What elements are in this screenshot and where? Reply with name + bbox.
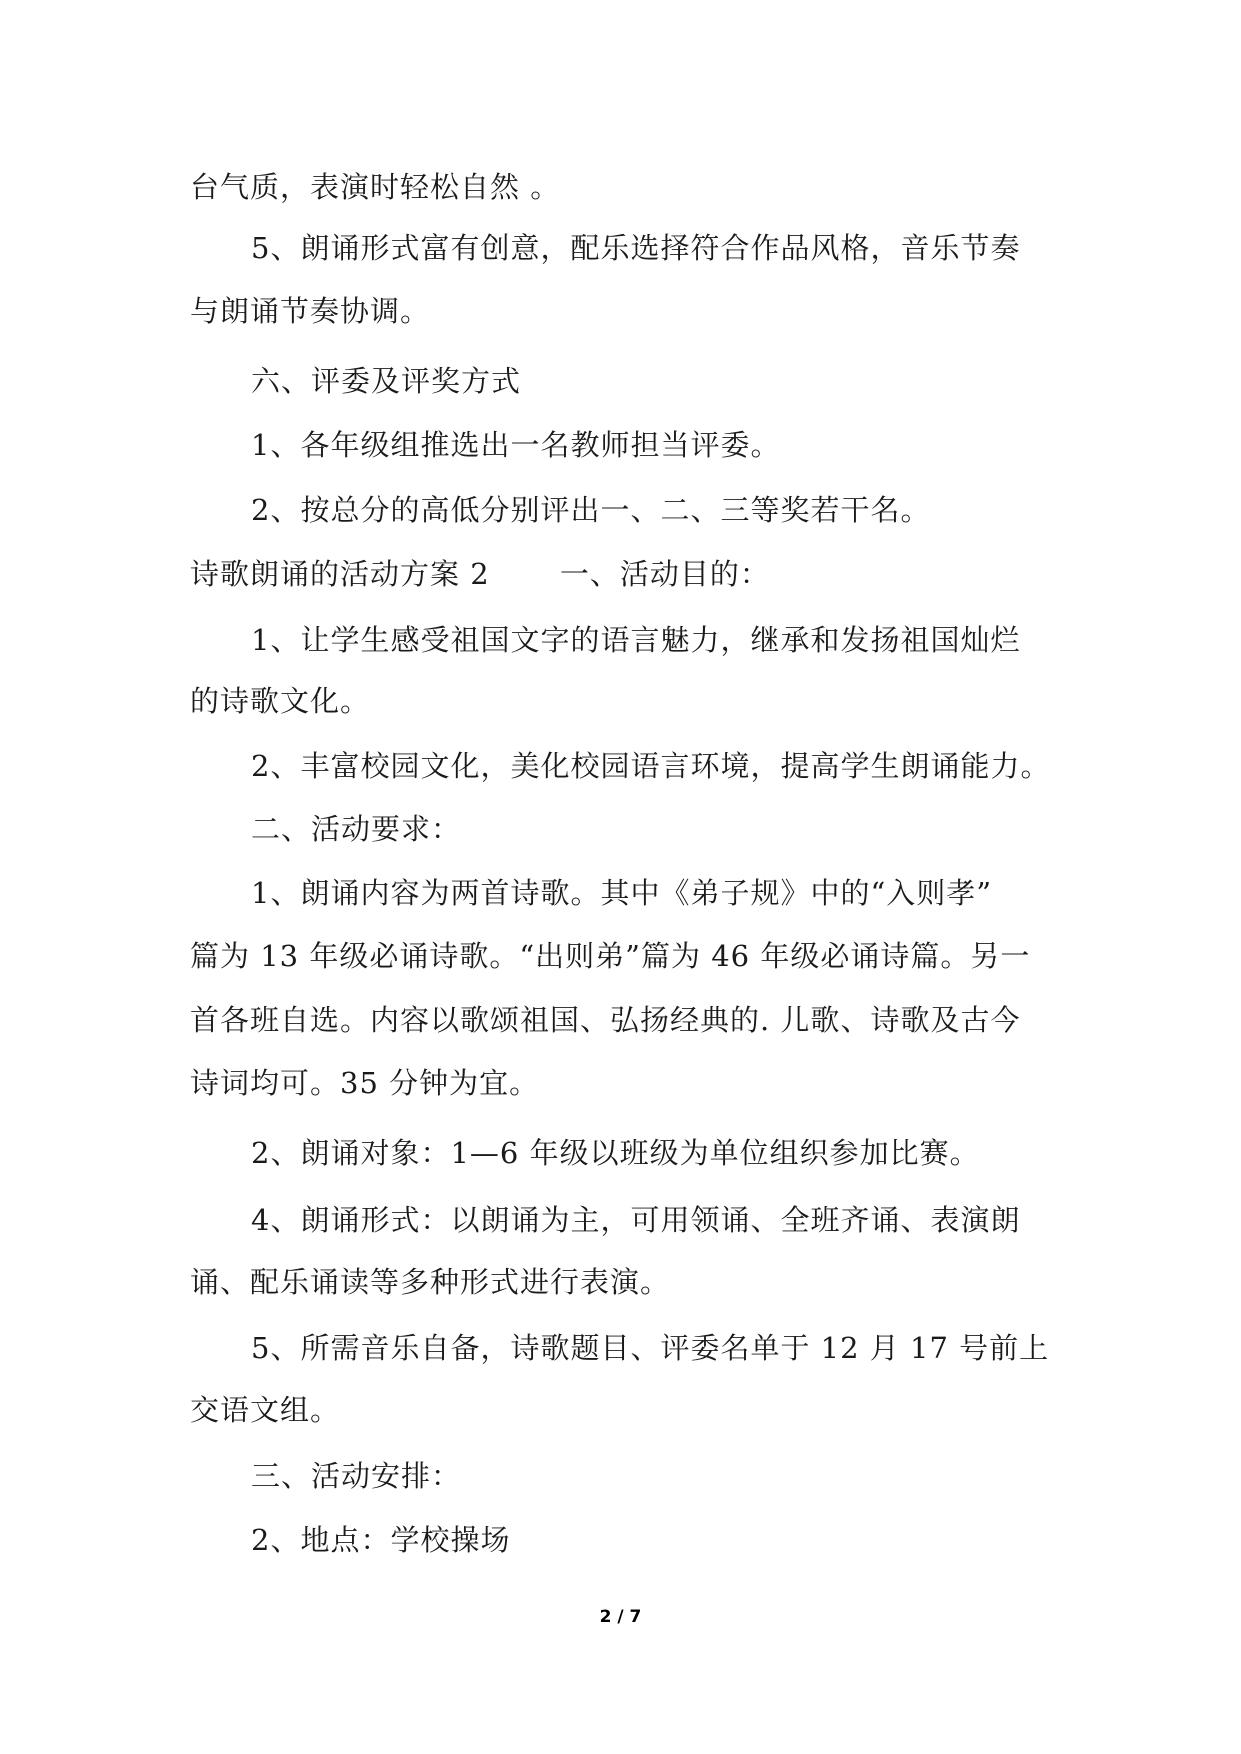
section-heading: 二、活动要求： [251,812,462,846]
paragraph-line: 交语文组。 [190,1393,341,1427]
paragraph-line: 首各班自选。内容以歌颂祖国、弘扬经典的. 儿歌、诗歌及古今 [190,1003,1021,1037]
paragraph-line: 5、朗诵形式富有创意，配乐选择符合作品风格，音乐节奏 [251,231,1021,265]
paragraph-line: 2、地点：学校操场 [251,1523,511,1557]
section-heading: 三、活动安排： [251,1459,462,1493]
paragraph-line: 1、朗诵内容为两首诗歌。其中《弟子规》中的“入则孝” [251,876,993,910]
paragraph-line: 1、让学生感受祖国文字的语言魅力，继承和发扬祖国灿烂 [251,623,1021,657]
paragraph-line: 诵、配乐诵读等多种形式进行表演。 [190,1265,671,1299]
page-number: 2 / 7 [599,1607,642,1627]
section-heading: 六、评委及评奖方式 [251,364,522,398]
section-subheading: 一、活动目的： [559,557,770,591]
paragraph-line: 2、丰富校园文化，美化校园语言环境，提高学生朗诵能力。 [251,749,1051,783]
document-title: 诗歌朗诵的活动方案 2 [190,557,490,591]
paragraph-line: 2、朗诵对象：1—6 年级以班级为单位组织参加比赛。 [251,1136,980,1170]
paragraph-line: 2、按总分的高低分别评出一、二、三等奖若干名。 [251,493,931,527]
document-section-heading [190,554,770,594]
paragraph-line: 5、所需音乐自备，诗歌题目、评委名单于 12 月 17 号前上 [251,1331,1050,1365]
paragraph-line: 的诗歌文化。 [190,684,371,718]
paragraph-line: 台气质，表演时轻松自然 。 [190,170,561,204]
paragraph-line: 篇为 13 年级必诵诗歌。“出则弟”篇为 46 年级必诵诗篇。另一 [190,939,1031,973]
paragraph-line: 与朗诵节奏协调。 [190,294,431,328]
paragraph-line: 1、各年级组推选出一名教师担当评委。 [251,428,781,462]
paragraph-line: 诗词均可。35 分钟为宜。 [190,1066,540,1100]
paragraph-line: 4、朗诵形式：以朗诵为主，可用领诵、全班齐诵、表演朗 [251,1203,1021,1237]
